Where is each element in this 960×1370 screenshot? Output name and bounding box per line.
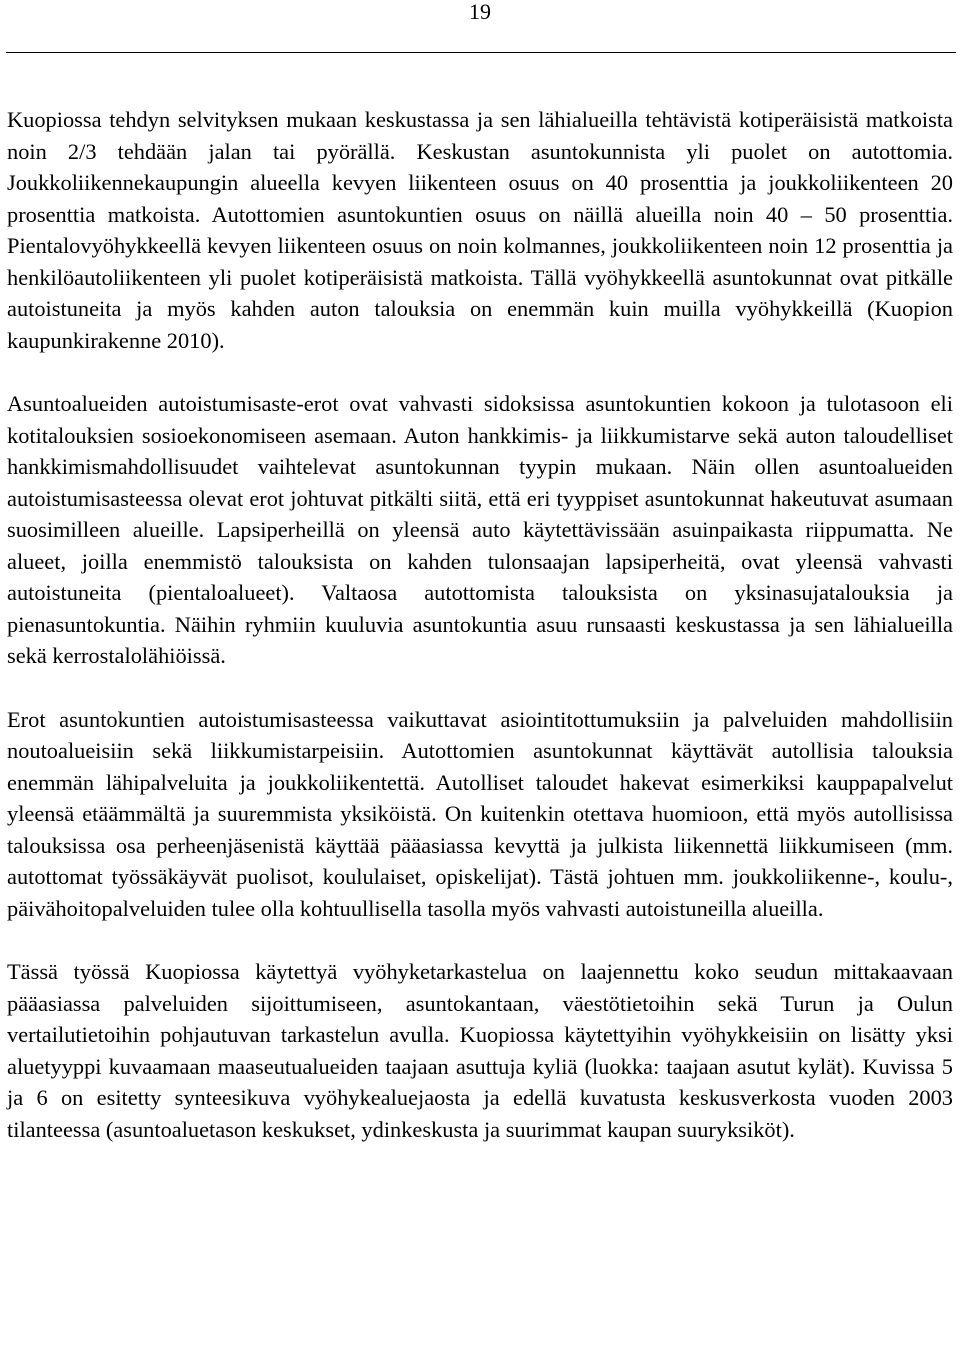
paragraph-2: Asuntoalueiden autoistumisaste-erot ovat vahvasti sidoksissa asuntokuntien kokoon ja tulotasoon eli kotitalouksien sosioekonomiseen asemaan. Auton hankkimis- ja liikkumistarve sekä auton taloudelliset hankkimismahdollisuudet vaihtelevat asuntokunnan tyypin mukaan. Näin ollen asuntoalueiden autoistumisasteessa olevat erot johtuvat pitkälti siitä, että eri tyyppiset asuntokunnat hakeutuvat asumaan suosimilleen alueille. Lapsiperheillä on yleensä auto käytettävissään asuinpaikasta riippumatta. Ne alueet, joilla enemmistö talouksista on kahden tulonsaajan lapsiperheitä, ovat yleensä vahvasti autoistuneita (pientaloalueet). Valtaosa autottomista talouksista on yksinasujatalouksia ja pienasuntokuntia. Näihin ryhmiin kuuluvia asuntokuntia asuu runsaasti keskustassa ja sen lähialueilla sekä kerrostalolähiöissä. <box>7 391 953 668</box>
header-divider <box>6 52 956 53</box>
paragraph-4: Tässä työssä Kuopiossa käytettyä vyöhyketarkastelua on laajennettu koko seudun mittakaavaan pääasiassa palveluiden sijoittumiseen, asuntokantaan, väestötietoihin sekä Turun ja Oulun vertailutietoihin pohjautuvan tarkastelun avulla. Kuopiossa käytettyihin vyöhykkeisiin on lisätty yksi aluetyyppi kuvaamaan maaseutualueiden taajaan asuttuja kyliä (luokka: taajaan asutut kylät). Kuvissa 5 ja 6 on esitetty synteesikuva vyöhykealuejaosta ja edellä kuvatusta keskusverkosta vuoden 2003 tilanteessa (asuntoaluetason keskukset, ydinkeskusta ja suurimmat kaupan suuryksiköt). <box>7 959 953 1142</box>
paragraph-3: Erot asuntokuntien autoistumisasteessa vaikuttavat asiointitottumuksiin ja palveluiden mahdollisiin noutoalueisiin sekä liikkumistarpeisiin. Autottomien asuntokunnat käyttävät autollisia talouksia enemmän lähipalveluita ja joukkoliikentettä. Autolliset taloudet hakevat esimerkiksi kauppapalvelut yleensä etäämmältä ja suuremmista yksiköistä. On kuitenkin otettava huomioon, että myös autollisissa talouksissa osa perheenjäsenistä käyttää pääasiassa kevyttä ja julkista liikennettä liikkumiseen (mm. autottomat työssäkäyvät puolisot, koululaiset, opiskelijat). Tästä johtuen mm. joukkoliikenne-, koulu-, päivähoitopalveluiden tulee olla kohtuullisella tasolla myös vahvasti autoistuneilla alueilla. <box>7 706 953 921</box>
page-number: 19 <box>469 0 491 24</box>
paragraph-1: Kuopiossa tehdyn selvityksen mukaan keskustassa ja sen lähialueilla tehtävistä kotiperäisistä matkoista noin 2/3 tehdään jalan tai pyörällä. Keskustan asuntokunnista yli puolet on autottomia. Joukkoliikennekaupungin alueella kevyen liikenteen osuus on 40 prosenttia ja joukkoliikenteen 20 prosenttia matkoista. Autottomien asuntokuntien osuus on näillä alueilla noin 40 – 50 prosenttia. Pientalovyöhykkeellä kevyen liikenteen osuus on noin kolmannes, joukkoliikenteen noin 12 prosenttia ja henkilöautoliikenteen yli puolet kotiperäisistä matkoista. Tällä vyöhykkeellä asuntokunnat ovat pitkälle autoistuneita ja myös kahden auton talouksia on enemmän kuin muilla vyöhykkeillä (Kuopion kaupunkirakenne 2010). <box>7 107 953 353</box>
document-body <box>7 104 953 1145</box>
